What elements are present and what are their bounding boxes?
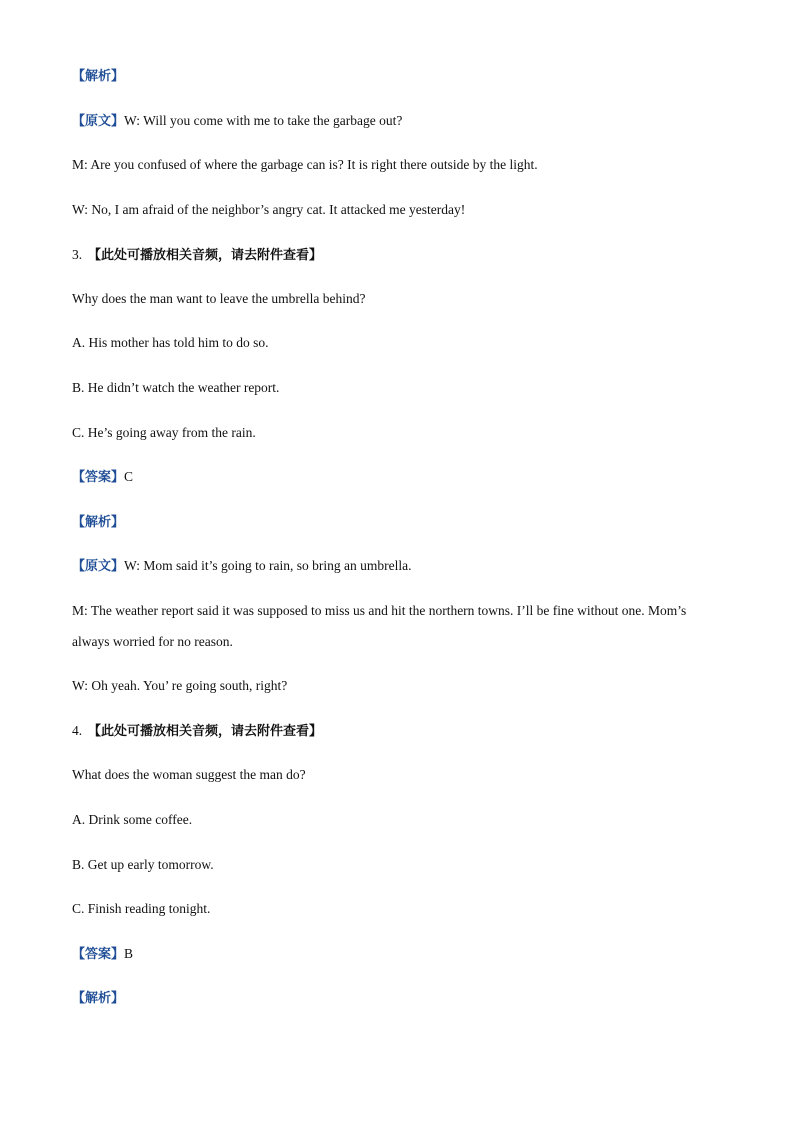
question-header-3 (72, 246, 322, 265)
answer-value: B (124, 946, 134, 961)
original-label: 【原文】 (72, 114, 125, 129)
transcript-text: M: The weather report said it was supposed to miss us and hit the northern towns. I’ll be fine without one. Mom’s always worried for no reason. (72, 603, 687, 649)
transcript-line (72, 112, 402, 131)
transcript-line (72, 557, 411, 576)
original-label: 【原文】 (72, 559, 125, 574)
option-b (72, 379, 279, 397)
option-c-text: C. He’s going away from the rain. (72, 425, 256, 440)
answer-line (72, 945, 133, 964)
question-number: 3. (72, 247, 83, 262)
option-c (72, 424, 256, 442)
question-number: 4. (72, 723, 83, 738)
option-a (72, 334, 269, 352)
audio-note[interactable]: 【此处可播放相关音频，请去附件查看】 (88, 724, 323, 739)
option-b-text: B. He didn’t watch the weather report. (72, 380, 280, 395)
transcript-line (72, 201, 465, 219)
question-header-4 (72, 722, 322, 741)
option-c (72, 900, 210, 918)
question-text (72, 766, 306, 784)
answer-line (72, 468, 133, 487)
analysis-heading (72, 67, 124, 86)
transcript-line (72, 677, 287, 695)
question-text (72, 290, 366, 308)
option-b-text: B. Get up early tomorrow. (72, 857, 214, 872)
analysis-heading (72, 513, 124, 532)
question-4-text: What does the woman suggest the man do? (72, 767, 306, 782)
transcript-text: W: Oh yeah. You’ re going south, right? (72, 678, 288, 693)
option-a-text: A. His mother has told him to do so. (72, 335, 269, 350)
audio-note[interactable]: 【此处可播放相关音频，请去附件查看】 (88, 248, 323, 263)
answer-label: 【答案】 (72, 470, 125, 485)
analysis-heading (72, 989, 124, 1008)
option-a-text: A. Drink some coffee. (72, 812, 193, 827)
answer-label: 【答案】 (72, 947, 125, 962)
option-a (72, 811, 192, 829)
transcript-line (72, 156, 538, 174)
transcript-line (72, 595, 720, 657)
analysis-label: 【解析】 (72, 515, 125, 530)
option-b (72, 856, 214, 874)
transcript-text: W: No, I am afraid of the neighbor’s angry cat. It attacked me yesterday! (72, 202, 466, 217)
analysis-label: 【解析】 (72, 991, 125, 1006)
transcript-text: W: Will you come with me to take the garbage out? (124, 113, 403, 128)
transcript-text: W: Mom said it’s going to rain, so bring an umbrella. (124, 558, 412, 573)
option-c-text: C. Finish reading tonight. (72, 901, 211, 916)
analysis-label: 【解析】 (72, 69, 125, 84)
answer-value: C (124, 469, 134, 484)
transcript-text: M: Are you confused of where the garbage can is? It is right there outside by the light. (72, 157, 538, 172)
question-3-text: Why does the man want to leave the umbrella behind? (72, 291, 366, 306)
